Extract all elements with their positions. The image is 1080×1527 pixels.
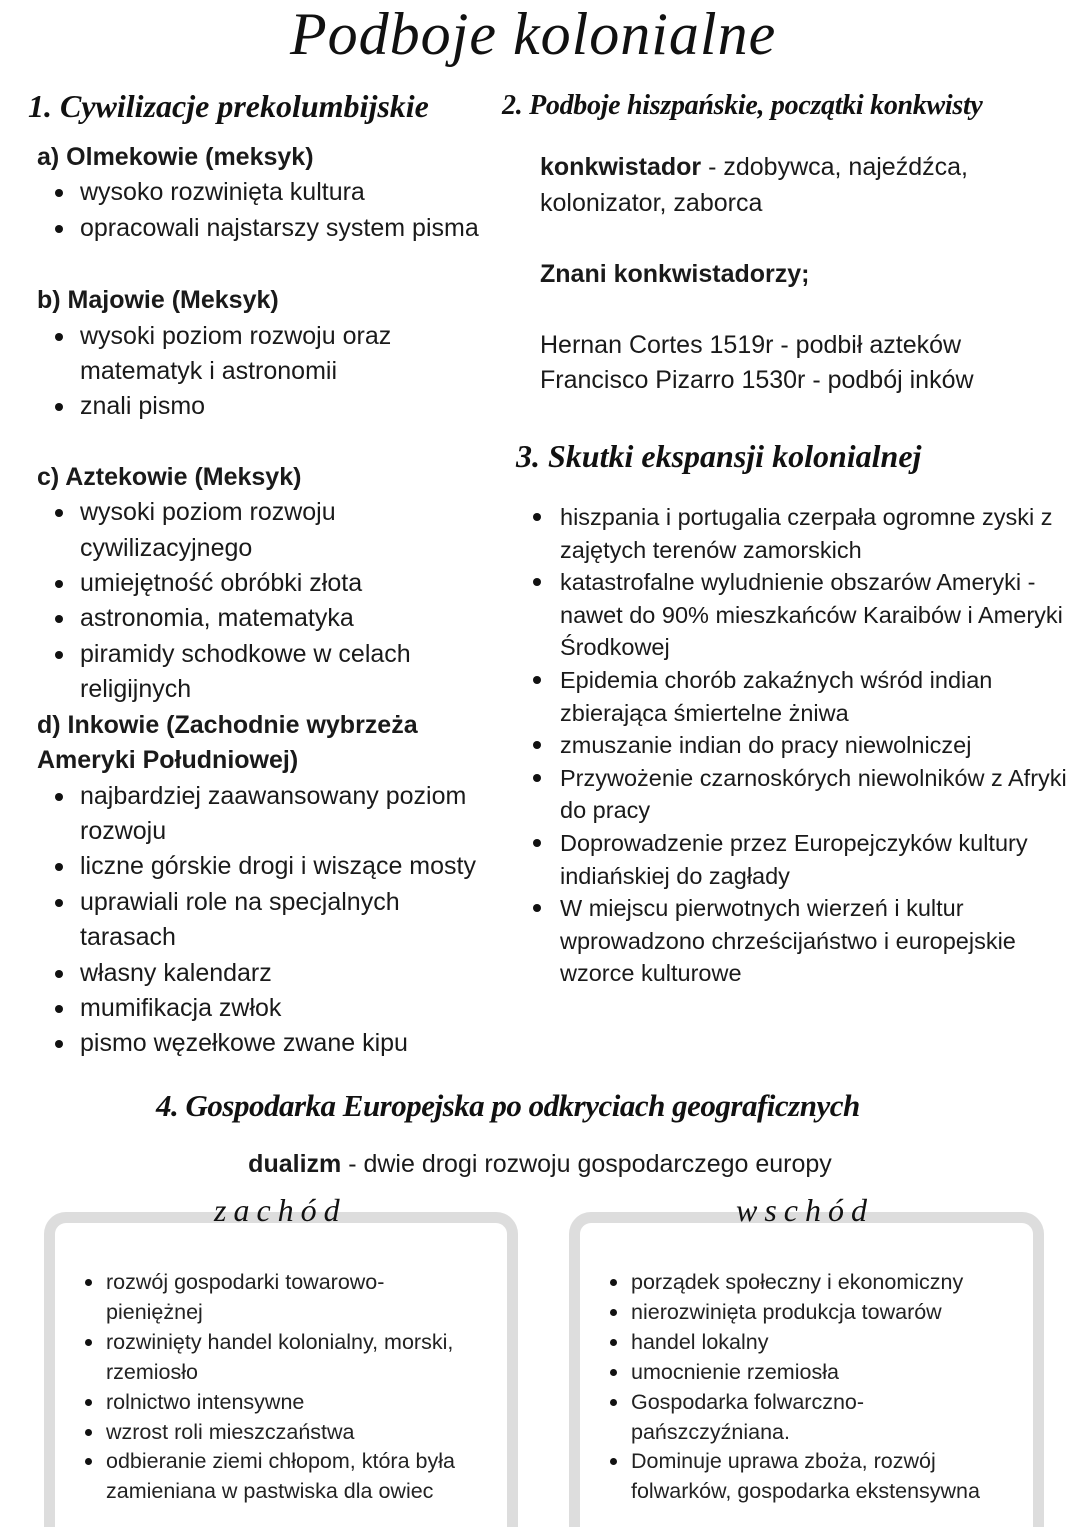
list-item: astronomia, matematyka [37, 601, 457, 636]
list-item: znali pismo [37, 389, 457, 424]
term: konkwistador [540, 153, 702, 181]
list-item: handel lokalny [610, 1328, 1030, 1358]
east-box [569, 1212, 1044, 1527]
group-majowie [37, 283, 517, 425]
group-aztekowie [37, 460, 517, 708]
list-item: W miejscu pierwotnych wierzeń i kultur wprowadzono chrześcijaństwo i europejskie wzorce kulturowe [538, 892, 1068, 990]
list-item: katastrofalne wyludnienie obszarów Ameryki - nawet do 90% mieszkańców Karaibów i Ameryki Środkowej [538, 566, 1078, 664]
list-item: umocnienie rzemiosła [610, 1358, 1030, 1388]
list-item: Przywożenie czarnoskórych niewolników z Afryki do pracy [538, 762, 1078, 827]
known-label: Znani konkwistadorzy; [540, 260, 810, 288]
list-item: rolnictwo intensywne [85, 1388, 505, 1418]
section1-content [37, 140, 517, 1062]
person: Hernan Cortes 1519r - podbił azteków [540, 330, 962, 359]
group-olmekowie [37, 140, 517, 246]
west-box [44, 1212, 518, 1527]
definition-text: - zdobywca, najeźdźca, kolonizator, zaborca [540, 153, 968, 217]
list-item: piramidy schodkowe w celach religijnych [37, 637, 457, 708]
section1-heading: 1. Cywilizacje prekolumbijskie [28, 88, 429, 124]
list-item: odbieranie ziemi chłopom, która była zamieniana w pastwiska dla owiec [85, 1447, 495, 1507]
group-title: c) Aztekowie (Meksyk) [37, 462, 302, 491]
list-item: zmuszanie indian do pracy niewolniczej [538, 729, 1078, 762]
dualizm-definition [0, 1150, 1080, 1179]
list-item: własny kalendarz [37, 956, 507, 991]
list-item: uprawiali role na specjalnych tarasach [37, 885, 437, 956]
list-item: najbardziej zaawansowany poziom rozwoju [37, 779, 507, 850]
definition [540, 150, 1020, 221]
section3-heading: 3. Skutki ekspansji kolonialnej [516, 438, 922, 474]
list-item: pismo węzełkowe zwane kipu [37, 1026, 507, 1061]
list-item: rozwinięty handel kolonialny, morski, rzemiosło [85, 1328, 485, 1388]
list-item: hiszpania i portugalia czerpała ogromne zyski z zajętych terenów zamorskich [538, 501, 1078, 566]
section3-list [538, 501, 1078, 990]
list-item: wysoki poziom rozwoju oraz matematyk i astronomii [37, 319, 457, 390]
group-title: a) Olmekowie (meksyk) [37, 143, 314, 171]
list-item: umiejętność obróbki złota [37, 566, 457, 601]
east-title: wschód [736, 1192, 874, 1228]
list-item: Doprowadzenie przez Europejczyków kultury indiańskiej do zagłady [538, 827, 1068, 892]
person: Francisco Pizarro 1530r - podbój inków [540, 366, 974, 394]
list-item: nierozwinięta produkcja towarów [610, 1298, 1030, 1328]
list-item: porządek społeczny i ekonomiczny [610, 1268, 1030, 1298]
list-item: opracowali najstarszy system pisma [37, 211, 517, 246]
list-item: rozwój gospodarki towarowo-pieniężnej [85, 1268, 405, 1328]
term: dualizm [248, 1150, 342, 1178]
list-item: Dominuje uprawa zboża, rozwój folwarków, gospodarka ekstensywna [610, 1447, 1020, 1507]
west-title: zachód [214, 1192, 347, 1228]
list-item: Gospodarka folwarczno-pańszczyźniana. [610, 1388, 900, 1448]
group-title: d) Inkowie (Zachodnie wybrzeża Ameryki Południowej) [37, 710, 418, 775]
list-item: mumifikacja zwłok [37, 991, 507, 1026]
group-inkowie [37, 708, 517, 1062]
section4-heading: 4. Gospodarka Europejska po odkryciach geograficznych [156, 1088, 860, 1123]
list-item: wysoki poziom rozwoju cywilizacyjnego [37, 495, 457, 566]
list-item: Epidemia chorób zakaźnych wśród indian zbierająca śmiertelne żniwa [538, 664, 1038, 729]
list-item: liczne górskie drogi i wiszące mosty [37, 849, 507, 884]
page-title: Podboje kolonialne [290, 1, 777, 67]
definition-text: - dwie drogi rozwoju gospodarczego europy [341, 1150, 832, 1178]
list-item: wysoko rozwinięta kultura [37, 175, 517, 210]
section2-heading: 2. Podboje hiszpańskie, początki konkwisty [502, 90, 983, 121]
list-item: wzrost roli mieszczaństwa [85, 1418, 505, 1448]
section2-content [540, 150, 1020, 399]
group-title: b) Majowie (Meksyk) [37, 286, 279, 315]
